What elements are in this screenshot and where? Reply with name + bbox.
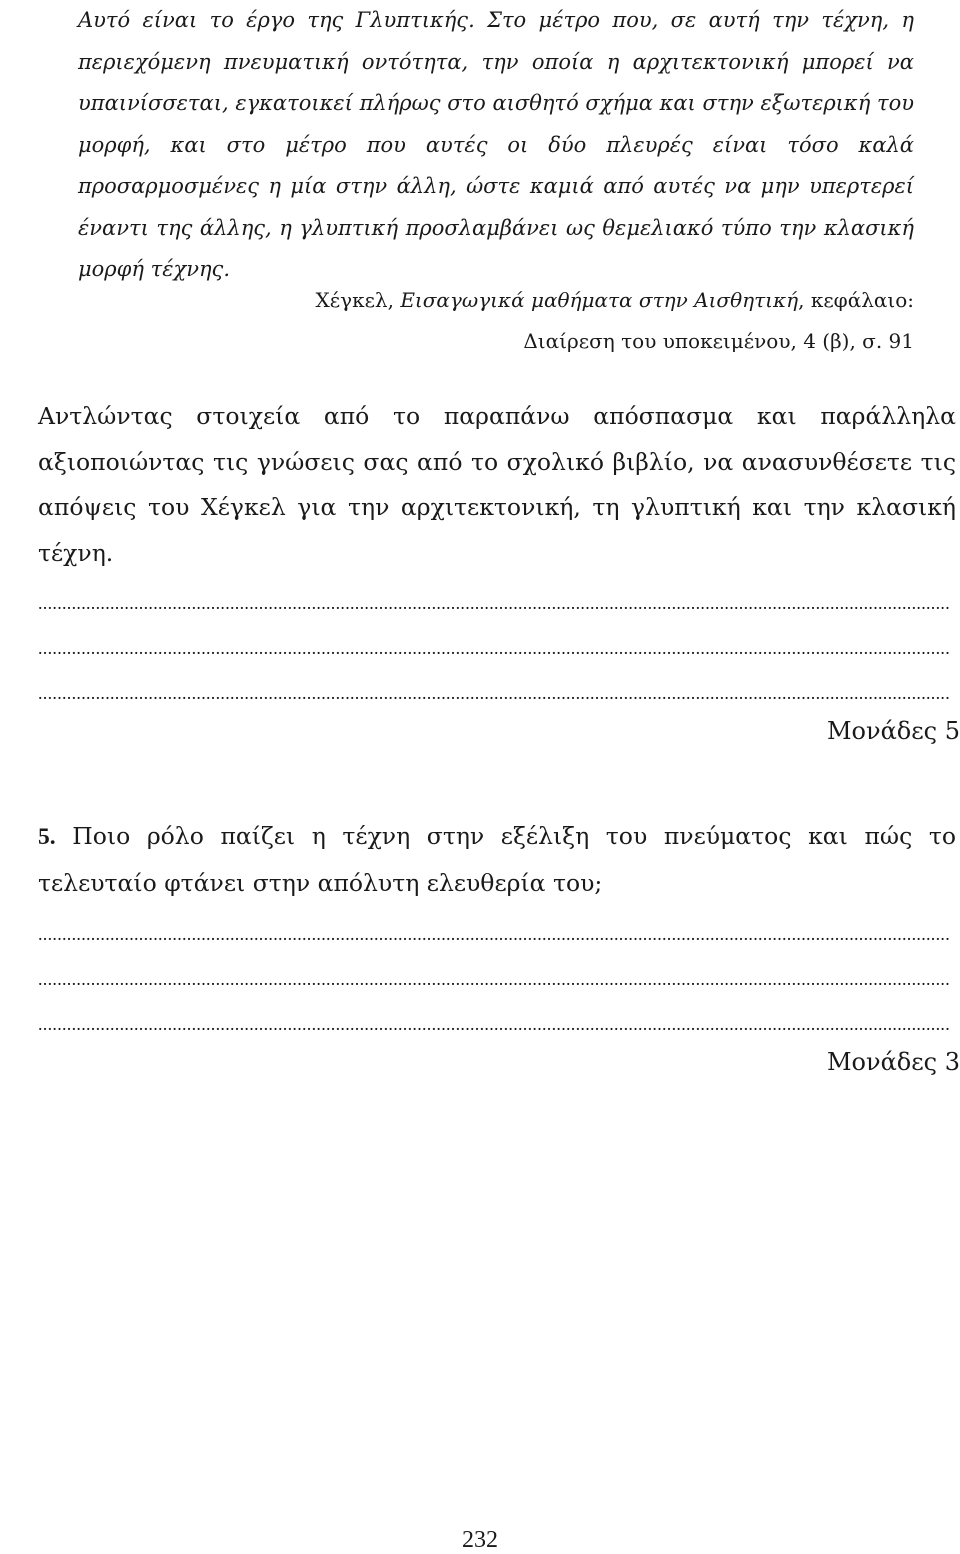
answer-line[interactable]: .............................................................................................................................................................................................. [38, 639, 950, 657]
answer-line[interactable]: .............................................................................................................................................................................................. [38, 594, 950, 612]
attribution-work: Εισαγωγικά μαθήματα στην Αισθητική [400, 288, 799, 312]
question-5-text: Ποιο ρόλο παίζει η τέχνη στην εξέλιξη του πνεύματος και πώς το τελευταίο φτάνει στην απόλυτη ελευθερία του; [38, 822, 956, 897]
attribution-reference: , 4 (β), σ. 91 [790, 329, 914, 353]
question-5-marks: Μονάδες 3 [826, 1048, 960, 1076]
quote-attribution [74, 280, 914, 362]
hegel-quote [78, 0, 914, 291]
question-4-text: Αντλώντας στοιχεία από το παραπάνω απόσπασμα και παράλληλα αξιοποιώντας τις γνώσεις σας από το σχολικό βιβλίο, να ανασυνθέσετε τις απόψεις του Χέγκελ για την αρχιτεκτονική, τη γλυπτική και την κλασική τέχνη. [38, 402, 956, 567]
question-4-marks: Μονάδες 5 [826, 717, 960, 745]
answer-line[interactable]: .............................................................................................................................................................................................. [38, 684, 950, 702]
answer-line[interactable]: .............................................................................................................................................................................................. [38, 1015, 950, 1033]
question-4 [38, 394, 956, 576]
answer-line[interactable]: .............................................................................................................................................................................................. [38, 970, 950, 988]
question-5 [38, 814, 956, 906]
page-number: 232 [462, 1527, 498, 1553]
answer-line[interactable]: .............................................................................................................................................................................................. [38, 925, 950, 943]
attribution-chapter-prefix: , κεφάλαιο: [798, 288, 914, 312]
question-5-number: 5. [38, 824, 56, 850]
attribution-chapter: Διαίρεση του υποκειμένου [523, 329, 791, 353]
quote-text: Αυτό είναι το έργο της Γλυπτικής. Στο μέτρο που, σε αυτή την τέχνη, η περιεχόμενη πνευματική οντότητα, την οποία η αρχιτεκτονική μπορεί να υπαινίσσεται, εγκατοικεί πλήρως στο αισθητό σχήμα και στην εξωτερική του μορφή, και στο μέτρο που αυτές οι δύο πλευρές είναι τόσο καλά προσαρμοσμένες η μία στην άλλη, ώστε καμιά από αυτές να μην υπερτερεί έναντι της άλλης, η γλυπτική προσλαμβάνει ως θεμελιακό τύπο την κλασική μορφή τέχνης. [78, 8, 914, 281]
attribution-author: Χέγκελ, [315, 288, 401, 312]
